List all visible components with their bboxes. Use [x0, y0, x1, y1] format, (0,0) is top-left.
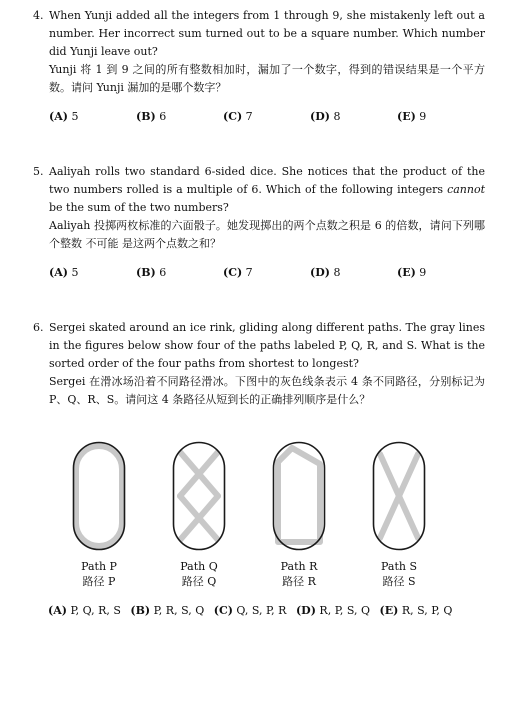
question-text-zh: Yunji 将 1 到 9 之间的所有整数相加时，漏加了一个数字，得到的错误结果是一个平方数。请问 Yunji 漏加的是哪个数字？ [49, 63, 485, 94]
question-text-en: When Yunji added all the integers from 1 through 9, she mistakenly left out a number. Her incorrect sum turned out to be a square number. Which number did Yunji leave out? [49, 9, 485, 58]
choice-b[interactable]: (B) 6 [136, 266, 167, 279]
path-r-figure [268, 438, 330, 554]
path-s-line [380, 454, 418, 538]
choice-c[interactable]: (C) Q, S, P, R [213, 604, 287, 617]
choice-c[interactable]: (C) 7 [223, 110, 253, 123]
path-figures [0, 438, 510, 598]
choice-a[interactable]: (A) 5 [49, 266, 79, 279]
emphasis-cannot: cannot [447, 183, 485, 196]
question-5 [33, 163, 485, 253]
choice-d[interactable]: (D) 8 [310, 266, 341, 279]
choice-d[interactable]: (D) 8 [310, 110, 341, 123]
caption-path-p: Path P 路径 P [81, 560, 117, 588]
path-p-line [76, 446, 122, 546]
question-text-zh: Sergei 在滑冰场沿着不同路径滑冰。下图中的灰色线条表示 4 条不同路径，分别标记为 P、Q、R、S。请问这 4 条路径从短到长的正确排列顺序是什么？ [49, 375, 485, 406]
choice-a[interactable]: (A) P, Q, R, S [48, 604, 121, 617]
caption-path-s: Path S 路径 S [380, 560, 417, 588]
question-number: 5. [33, 165, 44, 178]
choice-a[interactable]: (A) 5 [49, 110, 79, 123]
question-6 [33, 319, 485, 409]
question-text-en: Sergei skated around an ice rink, gliding along different paths. The gray lines in the figures below show four of the paths labeled P, Q, R, and S. What is the sorted order of the four paths from shortest to longest? [49, 321, 485, 370]
question-number: 6. [33, 321, 44, 334]
choice-c[interactable]: (C) 7 [223, 266, 253, 279]
path-s-figure [368, 438, 430, 554]
choice-e[interactable]: (E) R, S, P, Q [379, 604, 453, 617]
path-q-line [180, 452, 218, 540]
caption-path-q: Path Q 路径 Q [180, 560, 218, 588]
caption-path-r: Path R 路径 R [280, 560, 318, 588]
choice-b[interactable]: (B) P, R, S, Q [130, 604, 205, 617]
choice-d[interactable]: (D) R, P, S, Q [295, 604, 371, 617]
path-p-figure [68, 438, 130, 554]
choice-b[interactable]: (B) 6 [136, 110, 167, 123]
answer-choices-6 [48, 604, 458, 617]
choice-e[interactable]: (E) 9 [397, 266, 427, 279]
question-text-zh: Aaliyah 投掷两枚标准的六面骰子。她发现掷出的两个点数之积是 6 的倍数，请问下列哪个整数 不可能 是这两个点数之和？ [49, 219, 485, 250]
choice-e[interactable]: (E) 9 [397, 110, 427, 123]
question-text-en: Aaliyah rolls two standard 6-sided dice. She notices that the product of the two numbers rolled is a multiple of 6. Which of the following integers cannot be the sum of the two numbers? [49, 165, 485, 214]
path-r-line [278, 448, 320, 542]
path-q-figure [168, 438, 230, 554]
question-number: 4. [33, 9, 44, 22]
question-4 [33, 7, 485, 97]
